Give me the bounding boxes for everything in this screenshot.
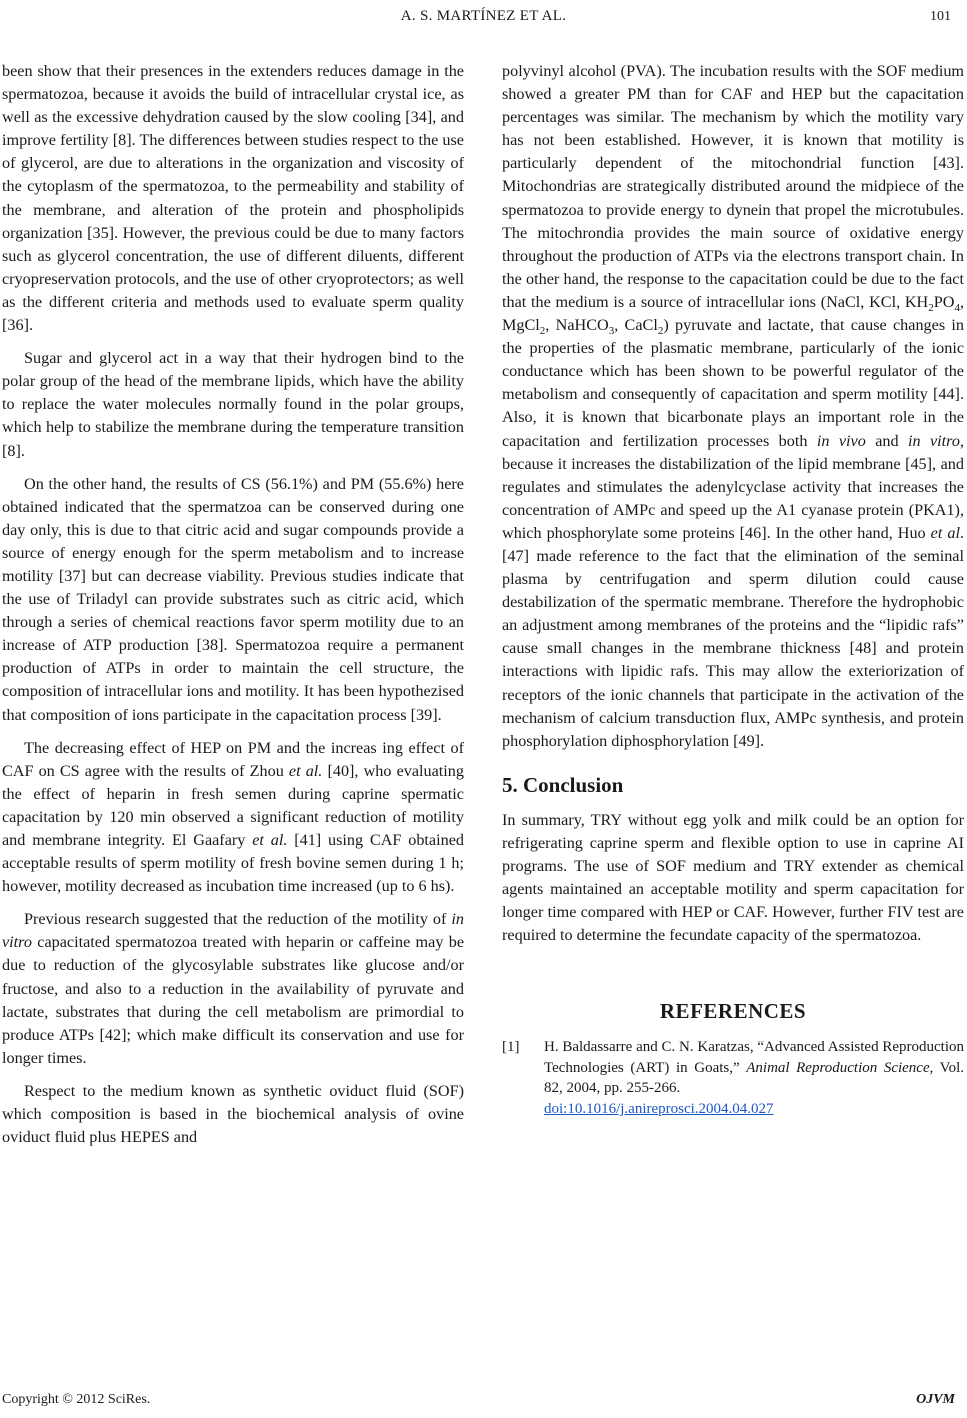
- text-run: PO: [933, 292, 955, 311]
- text-run: , Vol. 82, 2004, pp. 255-266.: [544, 1059, 964, 1097]
- doi-link[interactable]: doi:10.1016/j.anireprosci.2004.04.027: [544, 1100, 774, 1117]
- text-run: , CaCl: [614, 316, 658, 335]
- copyright-notice: Copyright © 2012 SciRes.: [2, 1392, 151, 1407]
- journal-abbrev: OJVM: [916, 1392, 955, 1407]
- page-header: [0, 5, 967, 29]
- subscript: 2: [657, 325, 664, 338]
- text-run: . [47] made reference to the fact that the elimination of the seminal plasma by centrifugation and sperm dilution could cause destabilization of the spermatic membrane. Therefore the hydrophobic an adjustment among membranes of the proteins and the “lipidic rafs” cause small changes in the membrane thickness [48] and protein interactions with lipidic rafs. This may allow the exteriorization of receptors of the ionic channels that participate in the activation of the mechanism of calcium transduction flux, AMPc synthesis, and protein phosphorylation diphosphorylation [49].: [502, 523, 964, 750]
- page-number: 101: [930, 9, 951, 24]
- paragraph: been show that their presences in the extenders reduces damage in the spermatozoa, because it avoids the build of intracellular crystal ice, as well as the excessive dehydration caused by the slow cooling [34], and improve fertility [8]. The differences between studies respect to the use of glycerol, are due to alterations in the organization and viscosity of the cytoplasm of the spermatozoa, to the permeability and stability of the membrane, and alteration of the protein and phospholipids organization [35]. However, the previous could be due to many factors such as glycerol concentration, the use of different diluents, different cryopreservation protocols, and the use of other cryoprotectors; as well as the different criteria and methods used to evaluate sperm quality [36].: [2, 62, 464, 335]
- text-run: The decreasing effect of HEP on PM and the increas ing effect of CAF on CS agree with the results of Zhou: [2, 738, 464, 780]
- conclusion-paragraph: In summary, TRY without egg yolk and milk could be an option for refrigerating caprine sperm and flexible option to use in caprine AI programs. The use of SOF medium and TRY extender as chemical agents maintained an acceptable motility and sperm capacitation for longer time compared with HEP or CAF. However, further FIV test are required to determine the fecundate capacity of the spermatozoa.: [502, 810, 964, 945]
- text-run: ) pyruvate and lactate, that cause changes in the properties of the plasmatic membrane, particularly of the ionic conductance which has been shown to be powerful regulator of the metabolism and consequently of capacitation and sperm motility [44]. Also, it is known that bicarbonate plays an important role in the capacitation and fertilization processes both: [502, 316, 965, 450]
- italic-text: in vitro: [2, 910, 464, 952]
- text-run: and: [865, 431, 908, 450]
- subscript: 2: [928, 302, 934, 315]
- reference-item: [502, 1037, 964, 1119]
- subscript: 2: [539, 325, 546, 338]
- italic-text: et al: [930, 523, 960, 542]
- text-run: capacitated spermatozoa treated with heparin or caffeine may be due to reduction of the glycosylable substrates like glucose and/or fructose, and also to a reduction in the availability of pyruvate and lactate, substrates that during the cell metabolism are primordial to produce ATPs [42]; which make difficult its conservation and use for longer times.: [2, 933, 464, 1067]
- paragraph: Respect to the medium known as synthetic oviduct fluid (SOF) which composition is based in the biochemical analysis of ovine oviduct fluid plus HEPES and: [2, 1081, 464, 1147]
- references-heading: REFERENCES: [659, 999, 807, 1024]
- italic-text: et al.: [252, 831, 288, 849]
- italic-text: et al.: [288, 761, 323, 780]
- text-run: , because it increases the distabilization of the lipid membrane [45], and regulates and stimulates the adenylcyclase activity that increases the concentration of AMPc and speed up the A1 cyanase protein (PKA1), which phosphorylate some proteins [46]. In the other hand, Huo: [502, 431, 964, 542]
- italic-text: in vitro: [907, 431, 960, 450]
- journal-name: Animal Reproduction Science: [746, 1059, 930, 1076]
- text-run: [40], who evaluating the effect of heparin in fresh semen during caprine spermatic capacitation by 120 min observed a significant reduction of motility and membrane integrity. El Gaafary: [2, 761, 464, 849]
- paragraph: [2, 737, 464, 899]
- page-footer: [0, 1384, 967, 1418]
- text-run: polyvinyl alcohol (PVA). The incubation results with the SOF medium showed a greater PM than for CAF and HEP but the capacitation percentages was similar. The mechanism by which the motility vary has not been established. However, it is known that motility is particularly dependent of the mitochondrial function [43]. Mitochondrias are strategically distributed around the midpiece of the spermatozoa to provide energy to dynein that propel the microtubules. The mitochrondia provides the main source of oxidative energy throughout the production of ATPs via the electrons transport chain. In the other hand, the response to the capacitation could be due to the fact that the medium is a source of intracellular ions (NaCl, KCl, KH: [502, 62, 964, 311]
- reference-text: [544, 1037, 964, 1119]
- text-run: [41] using CAF obtained acceptable results of sperm motility of fresh bovine semen during 1 h; however, motility decreased as incubation time increased (up to 6 hs).: [2, 831, 464, 896]
- paragraph: On the other hand, the results of CS (56.1%) and PM (55.6%) here obtained indicated that the spermatzoa can be conserved during one day only, this is due to that citric acid and sugar compounds provide a source of energy enough for the sperm metabolism and to increase motility [37] but can decrease viability. Previous studies indicate that the use of Triladyl can provide substrates such as citric acid, which through a series of chemical reactions favor sperm motility due to an increase of ATP production [38]. Spermatozoa require a permanent production of ATPs in order to maintain the cell structure, the composition of intracellular ions and motility. It has been hypothezised that composition of ions participate in the capacitation process [39].: [2, 474, 464, 724]
- subscript: 3: [608, 325, 615, 338]
- paragraph: [502, 60, 964, 753]
- italic-text: in vivo: [816, 431, 866, 450]
- left-column: [2, 60, 464, 1149]
- running-title: A. S. MARTÍNEZ ET AL.: [400, 8, 567, 24]
- section-heading: 5. Conclusion: [502, 772, 624, 797]
- text-run: , MgCl: [502, 292, 964, 335]
- text-run: , NaHCO: [545, 316, 609, 335]
- subscript: 4: [954, 302, 960, 315]
- right-column: [502, 60, 964, 1119]
- text-run: Previous research suggested that the reduction of the motility of: [24, 910, 452, 929]
- paragraph: [2, 908, 464, 1070]
- paragraph: Sugar and glycerol act in a way that their hydrogen bind to the polar group of the head of the membrane lipids, which have the ability to replace the water molecules normally found in the polar groups, which help to stabilize the membrane during the temperature transition [8].: [2, 349, 464, 460]
- reference-number: [1]: [502, 1039, 520, 1056]
- text-run: H. Baldassarre and C. N. Karatzas, “Advanced Assisted Reproduction Technologies (ART) in Goats,”: [544, 1039, 964, 1076]
